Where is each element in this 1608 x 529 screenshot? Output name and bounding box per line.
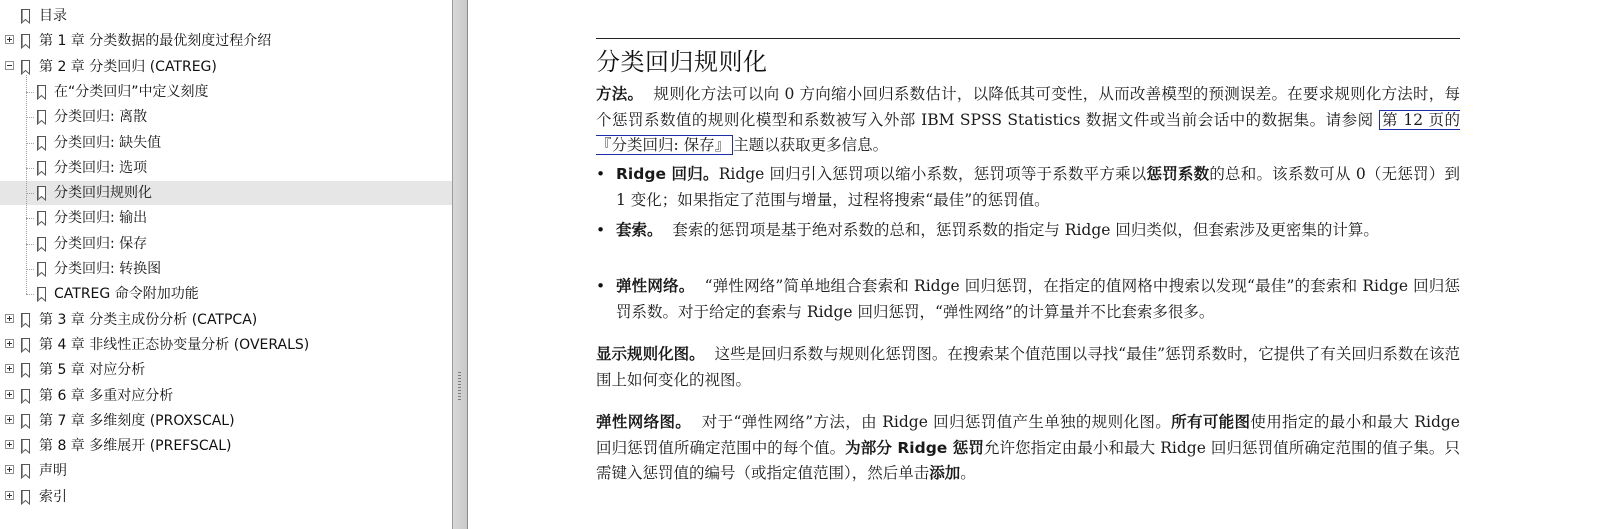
bookmark-item[interactable] (0, 308, 452, 332)
splitter-grip[interactable] (458, 372, 461, 402)
plot-lead: 显示规则化图。 (596, 345, 705, 363)
tree-connector (26, 143, 34, 144)
tree-connector (26, 168, 34, 169)
bullet-dot: • (596, 221, 606, 239)
bookmark-item[interactable] (0, 409, 452, 433)
bookmark-label: 第 5 章 对应分析 (39, 362, 146, 379)
bookmark-icon (20, 33, 31, 48)
bullet-ridge (596, 162, 1460, 213)
bookmark-icon (20, 312, 31, 327)
elastic-plot-text: 对于“弹性网络”方法，由 Ridge 回归惩罚值产生单独的规则化图。 (701, 413, 1172, 431)
bookmark-label: 分类回归: 缺失值 (54, 134, 162, 151)
bookmark-item[interactable] (0, 358, 452, 382)
bookmark-item[interactable] (0, 232, 452, 256)
expand-icon[interactable] (5, 364, 14, 373)
method-text-end: 主题以获取更多信息。 (733, 136, 889, 154)
all-plots-bold: 所有可能图 (1171, 413, 1251, 431)
plot-text: 这些是回归系数与规则化惩罚图。在搜索某个值范围以寻找“最佳”惩罚系数时，它提供了有关回归系数在该范围上如何变化的视图。 (596, 345, 1460, 389)
expand-icon[interactable] (5, 415, 14, 424)
document-page (468, 0, 1608, 529)
elastic-plot-lead: 弹性网络图。 (596, 413, 692, 431)
bookmark-label: 第 1 章 分类数据的最优刻度过程介绍 (39, 33, 272, 50)
tree-connector (26, 218, 34, 219)
elastic-plot-text-4: 。 (960, 464, 976, 482)
bookmark-label: 分类回归: 输出 (54, 210, 148, 227)
bookmark-icon (20, 388, 31, 403)
lasso-text: 套索的惩罚项是基于绝对系数的总和，惩罚系数的指定与 Ridge 回归类似，但套索涉及更密集的计算。 (672, 221, 1379, 239)
tree-connector (26, 244, 34, 245)
tree-connector (26, 117, 34, 118)
bookmark-item[interactable] (0, 485, 452, 509)
collapse-icon[interactable] (5, 61, 14, 70)
save-topic-link[interactable]: 第 12 页的『分类回归: 保存』 (596, 110, 1461, 154)
bookmark-icon (36, 210, 47, 225)
bookmark-icon (20, 489, 31, 504)
ridge-bold: 惩罚系数 (1146, 165, 1210, 183)
bookmark-icon (20, 463, 31, 478)
bookmark-label: 目录 (39, 8, 67, 24)
elastic-plot-paragraph (596, 410, 1460, 487)
bookmark-icon (20, 8, 31, 23)
bullet-lasso (596, 218, 1460, 244)
bookmark-label: 第 2 章 分类回归 (CATREG) (39, 58, 217, 75)
bookmark-label: 分类回归规则化 (54, 185, 152, 202)
bookmark-item[interactable] (0, 333, 452, 357)
bookmark-item[interactable] (0, 206, 452, 230)
bookmark-item[interactable] (0, 282, 452, 306)
method-paragraph (596, 82, 1460, 159)
bookmark-label: 分类回归: 转换图 (54, 261, 162, 277)
page-title: 分类回归规则化 (596, 48, 768, 76)
bookmark-icon (36, 286, 47, 301)
bookmarks-panel (0, 0, 453, 529)
bookmark-item[interactable] (0, 384, 452, 408)
bookmark-label: 分类回归: 离散 (54, 109, 148, 126)
expand-icon[interactable] (5, 390, 14, 399)
method-lead: 方法。 (596, 85, 644, 103)
bookmark-icon (36, 160, 47, 175)
bookmark-label: CATREG 命令附加功能 (54, 286, 199, 303)
elastic-plot-text-3: 允许您指定由最小和最大 Ridge 回归惩罚值所确定范围的值子集。只需键入惩罚值的编号（或指定值范围），然后单击 (596, 438, 1460, 482)
expand-icon[interactable] (5, 339, 14, 348)
elastic-net-text: “弹性网络”简单地组合套索和 Ridge 回归惩罚，在指定的值网格中搜索以发现“最佳”的套索和 Ridge 回归惩罚系数。对于给定的套索与 Ridge 回归惩罚，“弹性网络”的计算量并不比套索多很多。 (616, 277, 1460, 321)
bookmark-item[interactable] (0, 131, 452, 155)
elastic-net-lead: 弹性网络。 (616, 277, 695, 295)
bookmark-item[interactable] (0, 80, 452, 104)
bookmark-icon (20, 59, 31, 74)
bookmark-item[interactable] (0, 434, 452, 458)
bullet-elastic-net (596, 274, 1460, 325)
ridge-text: Ridge 回归引入惩罚项以缩小系数，惩罚项等于系数平方乘以 (718, 165, 1147, 183)
expand-icon[interactable] (5, 314, 14, 323)
ridge-lead: Ridge 回归。 (616, 165, 719, 183)
bookmark-label: 第 6 章 多重对应分析 (39, 387, 174, 404)
bookmark-label: 分类回归: 选项 (54, 159, 148, 176)
bookmark-icon (36, 236, 47, 251)
bookmark-icon (20, 337, 31, 352)
bookmark-label: 第 4 章 非线性正态协变量分析 (OVERALS) (39, 336, 310, 353)
bookmark-icon (20, 438, 31, 453)
bullet-dot: • (596, 277, 606, 295)
partial-ridge-bold: 为部分 Ridge 惩罚 (845, 438, 984, 457)
plot-paragraph (596, 342, 1460, 393)
bookmark-icon (20, 413, 31, 428)
lasso-lead: 套索。 (616, 221, 663, 239)
bookmark-item[interactable] (0, 4, 452, 28)
panel-splitter[interactable] (453, 0, 468, 529)
bookmark-label: 第 7 章 多维刻度 (PROXSCAL) (39, 412, 235, 429)
bookmark-item[interactable] (0, 29, 452, 53)
bookmark-icon (36, 261, 47, 276)
bullet-dot: • (596, 165, 606, 183)
tree-connector (26, 92, 34, 93)
bookmark-icon (36, 185, 47, 200)
bookmark-label: 分类回归: 保存 (54, 235, 148, 252)
ridge-text-end: 的总和。该系数可从 0（无惩罚）到 1 变化；如果指定了范围与增量，过程将搜索“最佳”的惩罚值。 (616, 165, 1460, 209)
bookmark-label: 索引 (39, 488, 67, 505)
bookmark-label: 声明 (39, 463, 67, 480)
bookmark-icon (36, 135, 47, 150)
bookmark-icon (20, 362, 31, 377)
bookmark-icon (36, 109, 47, 124)
expand-icon[interactable] (5, 491, 14, 500)
expand-icon[interactable] (5, 35, 14, 44)
expand-icon[interactable] (5, 465, 14, 474)
bookmark-item[interactable] (0, 55, 452, 79)
bookmark-icon (36, 84, 47, 99)
bookmark-item[interactable] (0, 459, 452, 483)
elastic-plot-text-2: 使用指定的最小和最大 Ridge 回归惩罚值所确定范围中的每个值。 (596, 413, 1460, 457)
tree-connector (26, 269, 34, 270)
tree-connector (26, 75, 27, 295)
bookmark-item[interactable] (0, 257, 452, 281)
bookmark-label: 第 8 章 多维展开 (PREFSCAL) (39, 438, 232, 455)
bookmark-label: 第 3 章 分类主成份分析 (CATPCA) (39, 311, 258, 328)
bookmark-label: 在“分类回归”中定义刻度 (54, 83, 209, 100)
bookmark-item[interactable] (0, 181, 452, 205)
expand-icon[interactable] (5, 440, 14, 449)
method-text: 规则化方法可以向 0 方向缩小回归系数估计，以降低其可变性，从而改善模型的预测误差。在要求规则化方法时，每个惩罚系数值的规则化模型和系数被写入外部 IBM SPSS Statistics 数据文件或当前会话中的数据集。请参阅 (596, 85, 1460, 129)
bookmark-item[interactable] (0, 156, 452, 180)
tree-connector (26, 193, 34, 194)
tree-connector (26, 294, 34, 295)
add-bold: 添加 (929, 464, 961, 482)
bookmark-item[interactable] (0, 105, 452, 129)
title-rule (596, 38, 1460, 39)
